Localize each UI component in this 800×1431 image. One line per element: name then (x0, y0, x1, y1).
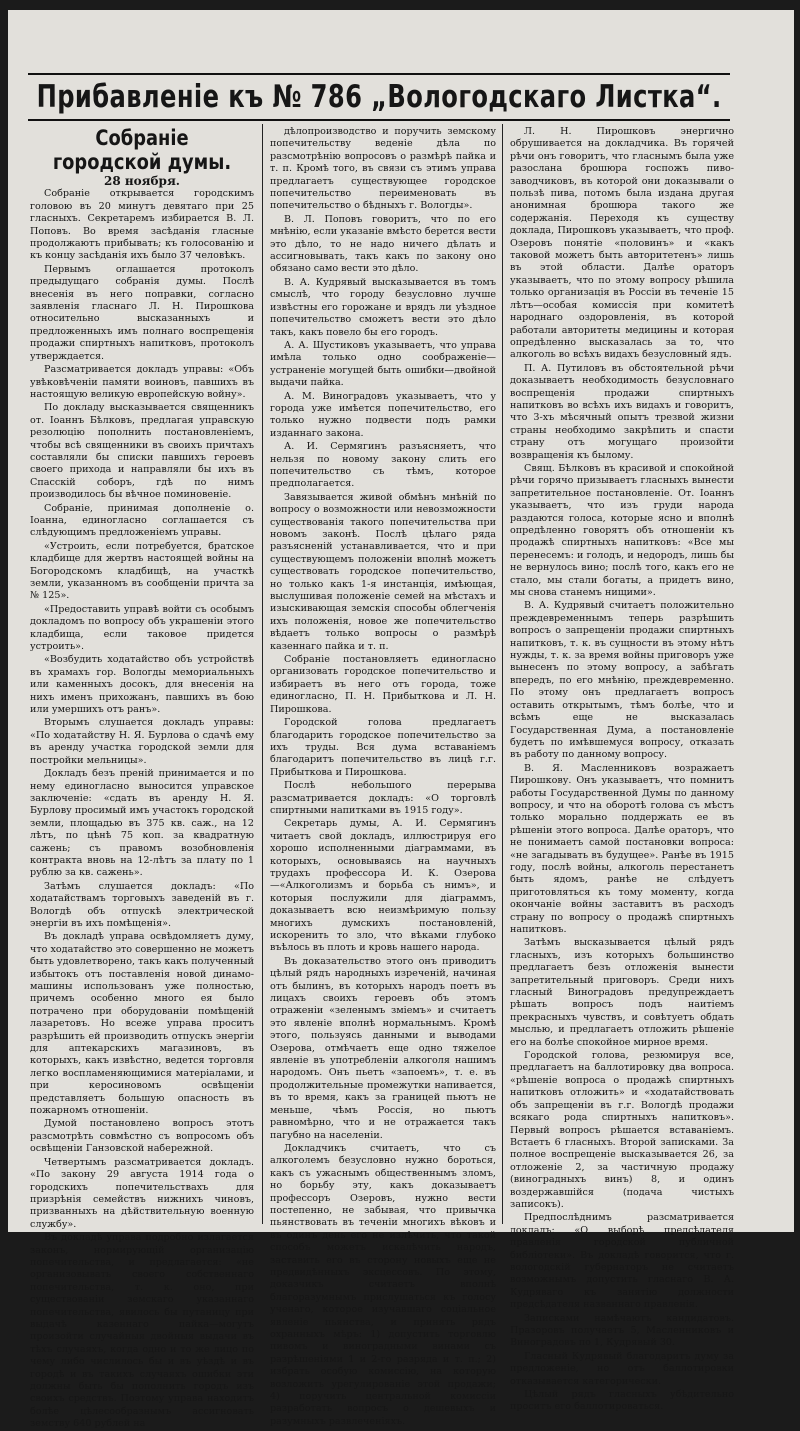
paragraph: Послѣ небольшого перерыва разсматривается докладъ: «О торговлѣ спиртными напитками въ 1915 году». (270, 780, 496, 816)
paragraph: Завязывается живой обмѣнъ мнѣній по вопросу о возможности или невозможности существованія такого попечительства при новомъ законѣ. Послѣ цѣлаго ряда разъясненій устанавливается, что и при существующемъ положеніи вполнѣ можетъ существовать городское попечительство, но только какъ 1-я инстанція, имѣющая, выслушивая положеніе семей на мѣстахъ и изыскивающая земскія способы облегченія ихъ положенія, новое же попечительство вѣдаетъ только вопросы о размѣрѣ казеннаго пайка и т. п. (270, 491, 496, 652)
paragraph: Затѣмъ слушается докладъ: «По ходатайствамъ торговыхъ заведеній въ г. Вологдѣ объ отпускѣ электрической энергіи въ ихъ помѣщенія». (30, 880, 254, 929)
paragraph: Четвертымъ разсматривается докладъ. «По закону 29 августа 1914 года о городскихъ попечительствахъ для призрѣнія семействъ нижнихъ чиновъ, призванныхъ на дѣйствительную военную службу». (30, 1156, 254, 1230)
column-2 (270, 126, 497, 1427)
paragraph: По докладу высказывается священникъ от. Іоаннъ Бѣлковъ, предлагая управскую резолюцію пополнить постановленіемъ, чтобы всѣ священники въ своихъ причтахъ составляли бы списки павшихъ героевъ своего прихода и направляли бы ихъ въ Спасскій соборъ, гдѣ по нимъ производилось бы вѣчное поминовеніе. (30, 402, 254, 501)
paragraph: Свящ. Бѣлковъ въ красивой и спокойной рѣчи горячо призываетъ гласныхъ вынести запретительное постановленіе. От. Іоаннъ указываетъ, что изъ груди народа раздаются голоса, которые ясно и вполнѣ опредѣленно говорятъ объ отношеніи къ продажѣ спиртныхъ напитковъ: «Все мы перенесемъ: и голодъ, и недородъ, лишь бы не вернулось вино; послѣ того, какъ его не стало, мы стали богаты, а придетъ вино, мы снова станемъ нищими». (510, 462, 734, 599)
paragraph: Первымъ оглашается протоколъ предыдущаго собранія думы. Послѣ внесенія въ него поправки, согласно заявленія гласнаго Л. Н. Пирошкова относительно высказанныхъ и предложенныхъ имъ полнаго воспрещенія продажи спиртныхъ напитковъ, протоколъ утверждается. (30, 263, 254, 362)
paragraph: Вторымъ слушается докладъ управы: «По ходатайству Н. Я. Бурлова о сдачѣ ему въ аренду участка городской земли для постройки мельницы». (30, 717, 254, 766)
newspaper-page (8, 10, 794, 1430)
paragraph: А. И. Сермягинъ разъясняетъ, что нельзя по новому закону слить его попечительство съ тѣмъ, которое предполагается. (270, 441, 496, 490)
column-divider (502, 124, 503, 1224)
paragraph: Собраніе постановляетъ единогласно организовать городское попечительство и избираетъ въ него отъ города, тоже единогласно, П. Н. Прибыткова и Л. Н. Пирошкова. (270, 654, 496, 715)
masthead (28, 73, 730, 121)
paragraph: «Возбудить ходатайство объ устройствѣ въ храмахъ гор. Вологды мемориальныхъ или каменныхъ досокъ, для внесенія на нихъ именъ прихожанъ, павшихъ въ бою или умершихъ отъ ранъ». (30, 654, 254, 716)
paragraph: П. А. Путиловъ въ обстоятельной рѣчи доказываетъ необходимость безусловнаго воспрещенія продажи спиртныхъ напитковъ во всѣхъ ихъ видахъ и говоритъ, что 3-хъ мѣсячный опытъ трезвой жизни страны необходимо закрѣпить и спасти страну отъ могущаго произойти возвращенія къ былому. (510, 362, 734, 461)
paragraph: Гласный Кудрявый благодаритъ думу за предложеніе, но отъ баллотировки отказывается категорически. (510, 1350, 734, 1387)
paragraph: Л. Н. Пирошковъ энергично обрушивается на докладчика. Въ горячей рѣчи онъ говоритъ, что гласнымъ была уже разослана брошюра госпожъ пиво-заводчиковъ, въ которой они доказывали о пользѣ пива, потомъ была издана другая анонимная брошюра такого же содержанія. Переходя къ существу доклада, Пирошковъ указываетъ, что проф. Озеровъ понятіе «половинъ» и «какъ таковой можетъ быть авторитетенъ» лишь въ этой области. Далѣе ораторъ указываетъ, что по этому вопросу рѣшила только организація въ Россіи въ теченіе 15 лѣтъ—особая комиссія при комитетѣ народнаго оздоровленія, въ которой работали авторитеты медицины и которая опредѣленно высказалась за то, что алкоголь во всѣхъ видахъ безусловный ядъ. (510, 126, 734, 361)
paragraph: дѣлопроизводство и поручить земскому попечительству веденіе дѣла по разсмотрѣнію вопросовъ о размѣрѣ пайка и т. п. Кромѣ того, въ связи съ этимъ управа предлагаетъ существующее городское попечительство переименовать въ попечительство о бѣдныхъ г. Вологды». (270, 126, 496, 212)
paragraph: Городской голова предлагаетъ благодарить городское попечительство за ихъ труды. Вся дума вставаніемъ благодаритъ попечительство въ лицѣ г.г. Прибыткова и Пирошкова. (270, 717, 496, 778)
column-1 (30, 126, 254, 1430)
paragraph: Городской голова, резюмируя все, предлагаетъ на баллотировку два вопроса. «рѣшеніе вопроса о продажѣ спиртныхъ напитковъ отложить» и «ходатайствовать объ запрещеніи въ г.г. Вологдѣ продажи всякаго рода спиртныхъ напитковъ». Первый вопросъ рѣшается вставаніемъ. Встаетъ 6 гласныхъ. Второй записками. За полное воспрещеніе высказывается 26, за отложеніе 2, за частичную продажу (виноградныхъ винъ) 8, и одинъ воздержавшійся (подача чистыхъ записокъ). (510, 1050, 734, 1210)
paragraph: В. Л. Поповъ говоритъ, что по его мнѣнію, если указаніе вмѣсто берется вести это дѣло, то не надо ничего дѣлать и ассигновывать, такъ какъ по закону оно обязано само вести это дѣло. (270, 213, 497, 275)
paragraph: А. М. Виноградовъ указываетъ, что у города уже имѣется попечительство, его только нужно подвести подъ рамки изданнаго закона. (270, 390, 496, 439)
paragraph: Въ докладѣ управа освѣдомляетъ думу, что ходатайство это совершенно не можетъ быть удовлетворено, такъ какъ полученный избытокъ отъ поставленія новой динамо-машины использованъ уже полностью, причемъ особенно много ея было потрачено при оборудованіи помѣщеній лазаретовъ. Но всеже управа проситъ разрѣшить ей производить отпускъ энергіи для аптекарскихъ магазиновъ, въ которыхъ, какъ извѣстно, ведется торговля легко воспламеняющимися матеріалами, и при керосиновомъ освѣщеніи представляетъ большую опасность въ пожарномъ отношеніи. (30, 931, 254, 1117)
paragraph: Думой постановлено вопросъ этотъ разсмотрѣть совмѣстно съ вопросомъ объ освѣщеніи Ганзовской набережной. (30, 1118, 254, 1155)
paragraph: Въ доказательство этого онъ приводитъ цѣлый рядъ народныхъ изреченій, начиная отъ былинъ, въ которыхъ народъ поетъ въ лицахъ своихъ героевъ объ этомъ отраженіи «зеленымъ зміемъ» и считаетъ это явленіе вполнѣ нормальнымъ. Кромѣ этого, пользуясь данными и выводами Озерова, отмѣчаетъ еще одно тяжелое явленіе въ употребленіи алкоголя нашимъ народомъ. Онъ пьетъ «запоемъ», т. е. въ продолжительные промежутки напивается, въ то время, какъ за границей пьютъ не меньше, чѣмъ Россія, но пьютъ равномѣрно, что и не отражается такъ пагубно на населеніи. (270, 955, 496, 1141)
paragraph: Секретарь думы, А. И. Сермягинъ читаетъ свой докладъ, иллюстрируя его хорошо исполненными діаграммами, въ которыхъ, основываясь на научныхъ трудахъ профессора И. К. Озерова—«Алкоголизмъ и борьба съ нимъ», и которыя послужили для діаграммъ, доказываетъ всю неизмѣримую пользу многихъ думскихъ постановленій, искоренить то зло, что вѣками глубоко въѣлось въ плоть и кровь нашего народа. (270, 818, 496, 954)
paragraph: Цѣлый рядъ гласныхъ убѣдительно проситъ его баллотироваться. (510, 1389, 734, 1413)
paragraph: Докладчикъ считаетъ, что съ алкоголемъ безусловно нужно бороться, какъ съ ужаснымъ общественнымъ зломъ, но борьбу эту, какъ доказываетъ профессоръ Озеровъ, нужно вести постепенно, не забывая, что привычка пьянствовать въ теченіи многихъ вѣковъ и въ одинъ день его не излѣчить, что такой способъ можетъ искалѣчить народъ, заставить его въ сторону новыхъ еще не предвидѣнныхъ эксцессовъ. По этому, доказчикъ считаетъ вполнѣ благоразумнымъ прислушаться къ голосу ученаго, которое изучавшаго соціальное явленіе пьянства, и принять рядъ охранныхъ мѣръ: 1) допустить торговлю пивомъ и виноградными винами съ разрѣшеніями 1 и 2-го разряда и т. п.; 2) избрать особую комиссію, на которую возложить урегулированіе этой продажи; 4) поручить центральной комиссіи разработать вопросъ о дешевыхъ и разумныхъ развлеченіяхъ. (270, 1142, 496, 1427)
paragraph: Собраніе открывается городскимъ головою въ 20 минутъ девятаго при 25 гласныхъ. Секретаремъ избирается В. Л. Поповъ. Во время засѣданія гласные продолжаютъ прибывать; къ голосованію и къ концу засѣданія ихъ было 37 человѣкъ. (30, 188, 254, 262)
paragraph: А. А. Шустиковъ указываетъ, что управа имѣла только одно соображеніе—устраненіе могущей быть ошибки—двойной выдачи пайка. (270, 339, 496, 389)
masthead-title: Прибавленіе къ № 786 „Вологодскаго Листка“. (36, 79, 722, 115)
paragraph: В. А. Кудрявый считаетъ положительно преждевременнымъ теперь разрѣшить вопросъ о запрещеніи продажи спиртныхъ напитковъ, т. к. въ сущности въ этому нѣтъ нужды, т. к. за время войны приговоръ уже вынесенъ по этому вопросу, а забѣгать впередъ, по его мнѣнію, преждевременно. По этому онъ предлагаетъ вопросъ оставить открытымъ, тѣмъ болѣе, что и всѣмъ еще не высказалась Государственная Дума, а постановленіе будетъ по имѣвшемуся вопросу, отказать въ работу по данному вопросу. (510, 600, 734, 761)
paragraph: «Предоставить управѣ войти съ особымъ докладомъ по вопросу объ украшеніи этого кладбища, если таковое придется устроить». (30, 603, 254, 653)
paragraph: «Устроить, если потребуется, братское кладбище для жертвъ настоящей войны на Богородскомъ кладбищѣ, на участкѣ земли, указанномъ въ сообщеніи причта за № 125». (30, 540, 254, 602)
paragraph: Докладъ безъ преній принимается и по нему единогласно выносится управское заключеніе: «сдать въ аренду Н. Я. Бурлову просимый имъ участокъ городской земли, площадью въ 375 кв. саж., на 12 лѣтъ, по цѣнѣ 75 коп. за квадратную сажень; съ правомъ возобновленія контракта вновь на 12-лѣтъ за плату по 1 рублю за кв. сажень». (30, 768, 254, 879)
paragraph: Собраніе, принимая дополненіе о. Іоанна, единогласно соглашается съ слѣдующимъ предложеніемъ управы. (30, 502, 254, 539)
paragraph: Записками намѣчаютъ кандидатовъ. Празоровъ получаетъ 5, Масленниковъ и Виноградовъ по 1, Кудрявый 30. (510, 1312, 734, 1349)
paragraph: В. Я. Масленниковъ возражаетъ Пирошкову. Онъ указываетъ, что помнитъ работы Государственной Думы по данному вопросу, и что на оборотѣ голова съ мѣстъ только морально поддержать ее въ рѣшеніи этого вопроса. Далѣе ораторъ, что не понимаетъ самой постановки вопроса: «не загадывать въ будущее». Ранѣе въ 1915 году, послѣ войны, алкоголь перестанетъ быть ядомъ, ранѣе не слѣдуетъ приготовляться къ тому моменту, когда окончаніе войны заставитъ въ расходъ страну по вопросу о продажѣ спиртныхъ напитковъ. (510, 762, 734, 935)
paragraph: В. А. Кудрявый высказывается въ томъ смыслѣ, что городу безусловно лучше извѣстны его горожане и врядъ ли уѣздное попечительство сможетъ вести это дѣло такъ, какъ повело бы его городъ. (270, 276, 496, 338)
paragraph: Разсматривается докладъ управы: «Объ увѣковѣченіи памяти воиновъ, павшихъ въ настоящую великую европейскую войну». (30, 364, 254, 400)
column-3 (510, 126, 734, 1413)
article-title: Собраніе городской думы. (52, 126, 232, 174)
article-date: 28 ноября. (104, 174, 180, 188)
paragraph: Предпослѣднимъ разсматривается докладъ: «О выборѣ предсѣдателя правленія городской публичной библіотеки». Въ докладѣ говорится, что г. вологодскій губернаторъ не считаетъ возможнымъ допустить гласнаго В. А. Кудряваго къ занятію должности предсѣдателя названнаго правленія. (510, 1212, 734, 1311)
paragraph: Затѣмъ высказывается цѣлый рядъ гласныхъ, изъ которыхъ большинство предлагаетъ безъ отложенія вынести запретительный приговоръ. Среди нихъ гласный Виноградовъ предупреждаетъ рѣшать вопросъ подъ наитіемъ прекрасныхъ чувствъ, и совѣтуетъ обдать мыслью, и предлагаетъ отложить рѣшеніе его на болѣе спокойное мирное время. (510, 937, 734, 1048)
paragraph: Въ докладѣ управа подробно излагается законъ, нормирующій организацію попечительства, и предлагается: «не организовывать своего собственнаго попечительства, т. к. оно, при существованіи земскаго указаннаго попечительства, явилось бы путаницу при выдачѣ казеннаго пайка—могутъ произойти случайныя двойныя выдачи въ тѣхъ случаяхъ, когда одно и то же лицо по чему либо числилось бы и въ уѣздѣ и въ городѣ и въ такихъ случаяхъ ошибки эти должны быть бы пополнить городъ изъ своихъ средствъ. Поэтому управа находитъ болѣе цѣлесообразнымъ ассигновать земству 640 рублей на (30, 1232, 254, 1430)
column-divider (262, 124, 263, 1224)
